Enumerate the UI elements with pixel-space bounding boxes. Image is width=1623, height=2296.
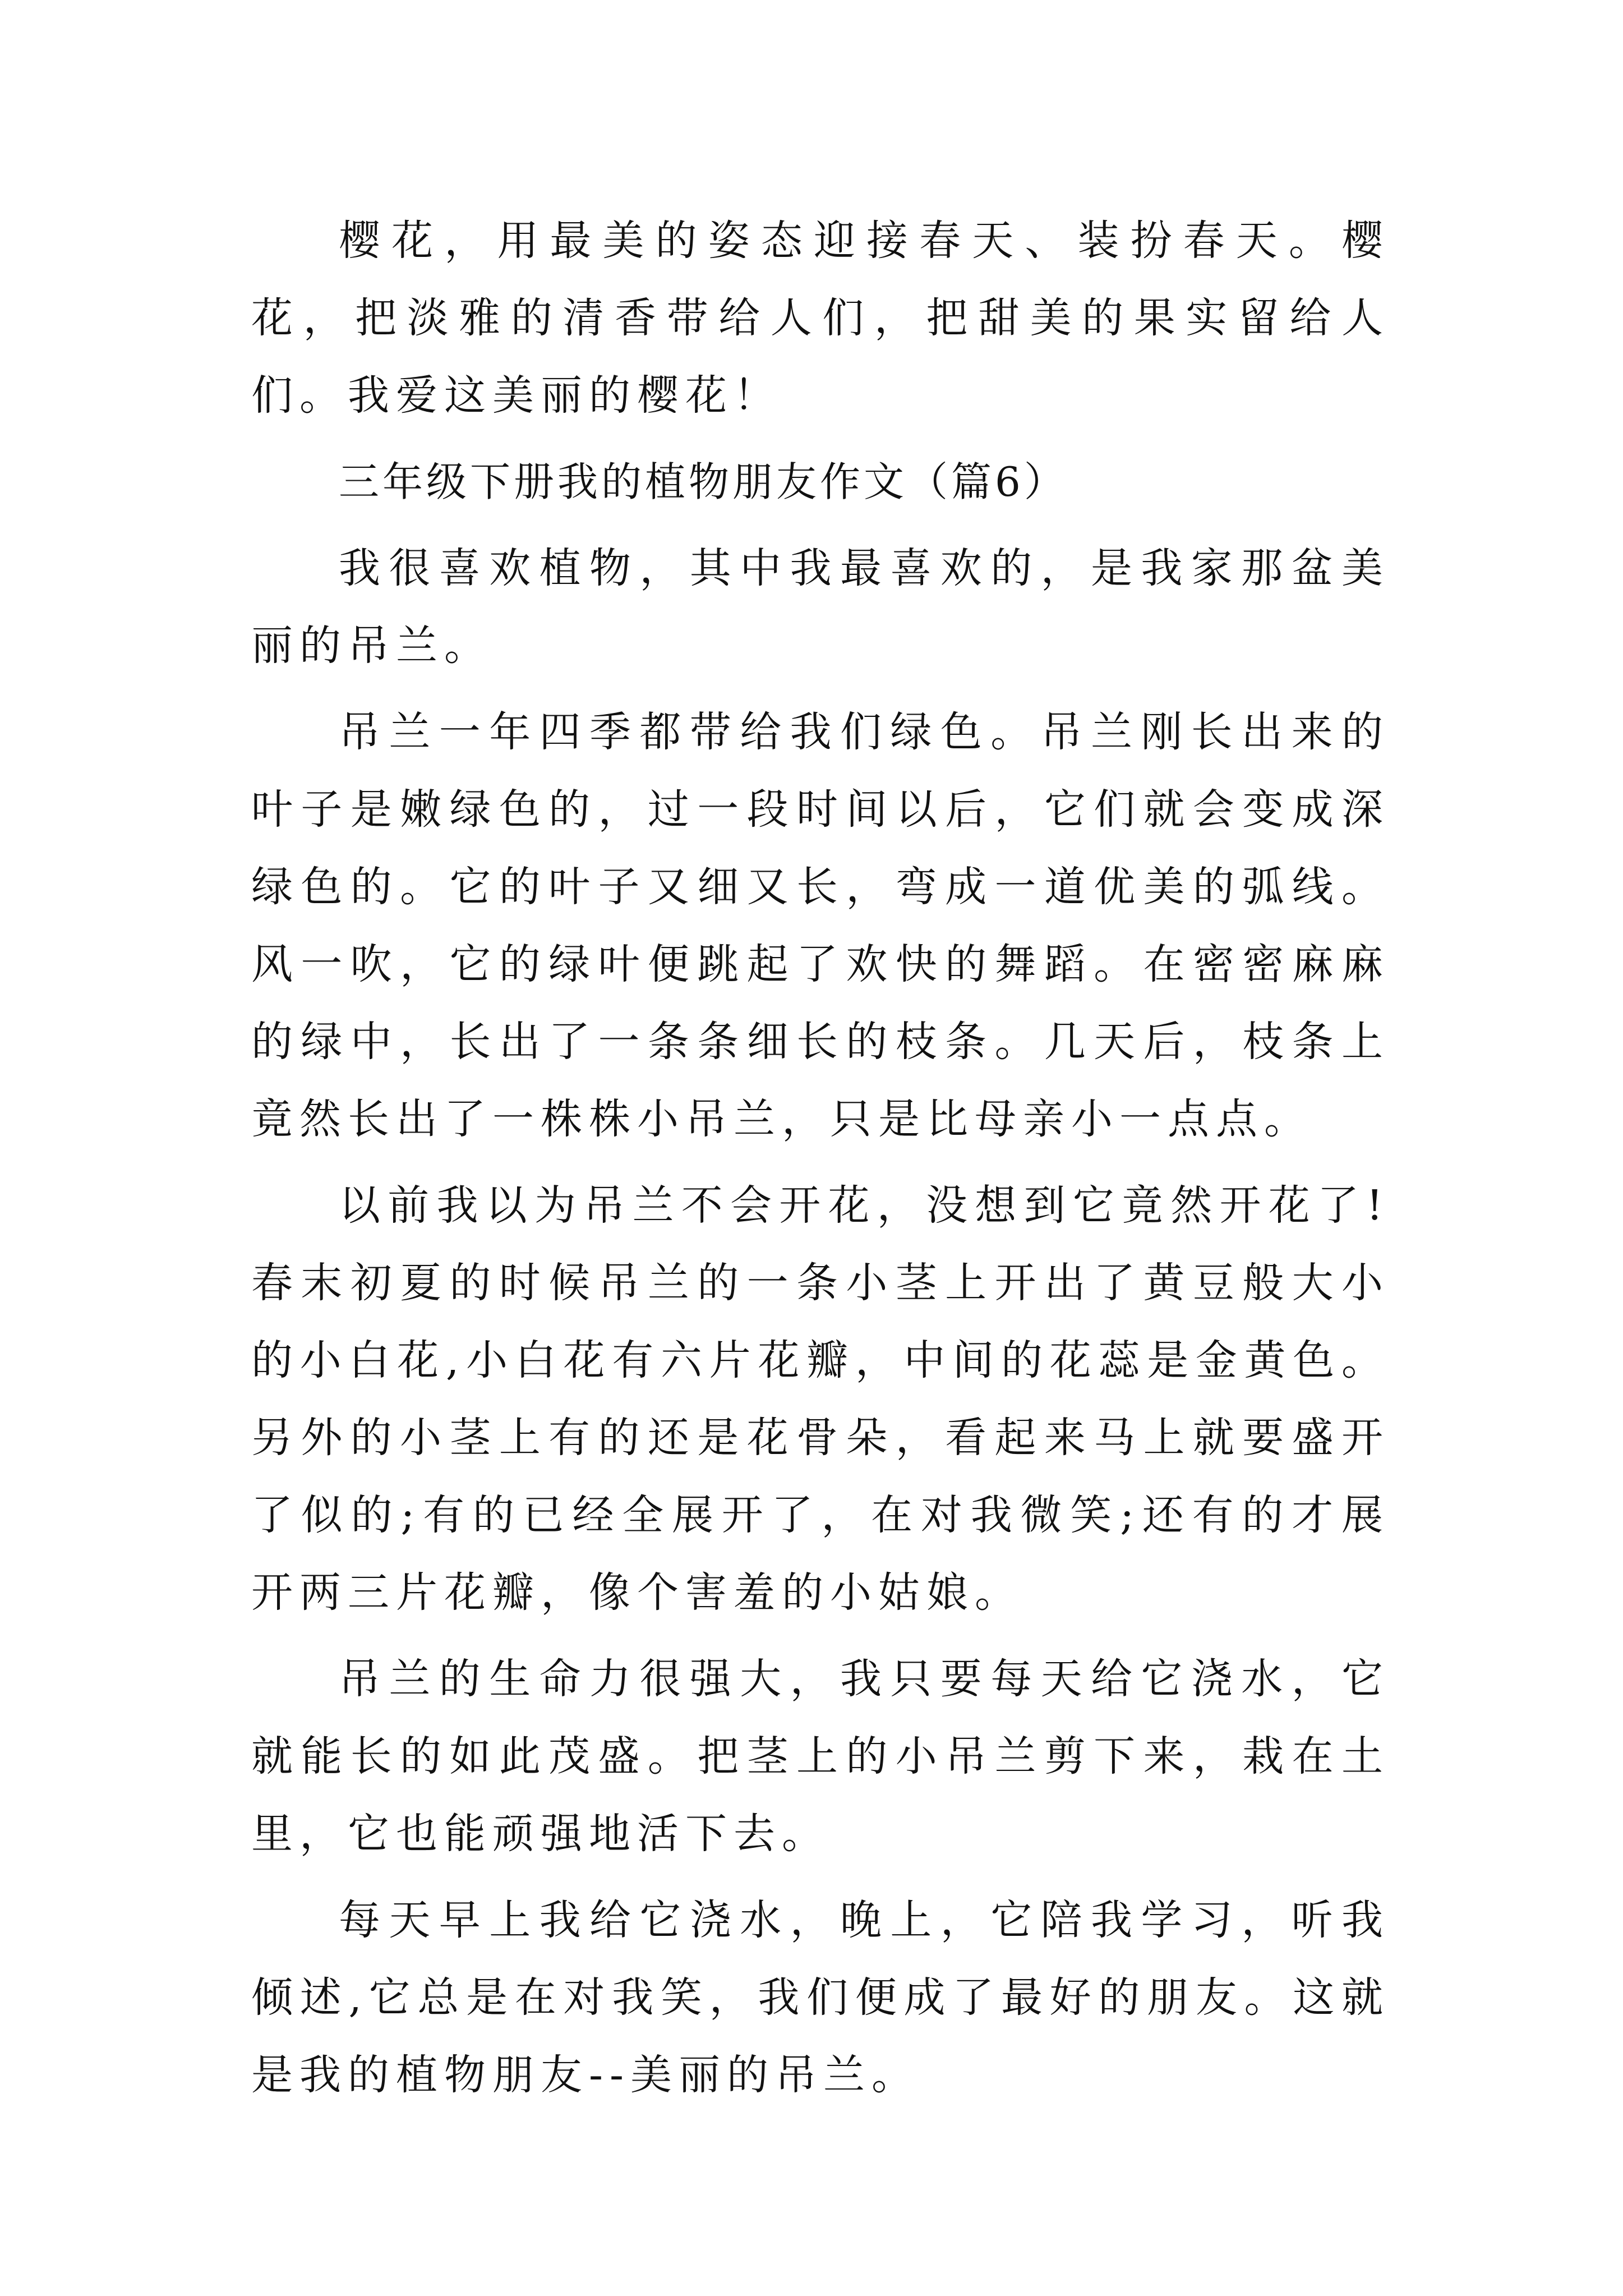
section-heading: 三年级下册我的植物朋友作文（篇6） [339, 458, 1068, 505]
paragraph-flowers: 以前我以为吊兰不会开花，没想到它竟然开花了!春末初夏的时候吊兰的一条小茎上开出了黄豆般大小的小白花,小白花有六片花瓣，中间的花蕊是金黄色。另外的小茎上有的还是花骨朵，看起来马上就要盛开了似的;有的已经全展开了，在对我微笑;还有的才展开两三片花瓣，像个害羞的小姑娘。 [251, 1181, 1390, 1617]
paragraph-vitality: 吊兰的生命力很强大，我只要每天给它浇水，它就能长的如此茂盛。把茎上的小吊兰剪下来，栽在土里，它也能顽强地活下去。 [251, 1655, 1390, 1858]
paragraph-cherry-blossom-ending: 樱花，用最美的姿态迎接春天、装扮春天。樱花，把淡雅的清香带给人们，把甜美的果实留给人们。我爱这美丽的樱花！ [251, 217, 1390, 420]
paragraph-conclusion: 每天早上我给它浇水，晚上，它陪我学习，听我倾述,它总是在对我笑，我们便成了最好的朋友。这就是我的植物朋友--美丽的吊兰。 [251, 1896, 1390, 2099]
paragraph-leaves: 吊兰一年四季都带给我们绿色。吊兰刚长出来的叶子是嫩绿色的，过一段时间以后，它们就会变成深绿色的。它的叶子又细又长，弯成一道优美的弧线。风一吹，它的绿叶便跳起了欢快的舞蹈。在密密麻麻的绿中，长出了一条条细长的枝条。几天后，枝条上竟然长出了一株株小吊兰，只是比母亲小一点点。 [251, 708, 1390, 1143]
document-body [251, 202, 1390, 2114]
paragraph-intro: 我很喜欢植物，其中我最喜欢的，是我家那盆美丽的吊兰。 [251, 544, 1390, 670]
